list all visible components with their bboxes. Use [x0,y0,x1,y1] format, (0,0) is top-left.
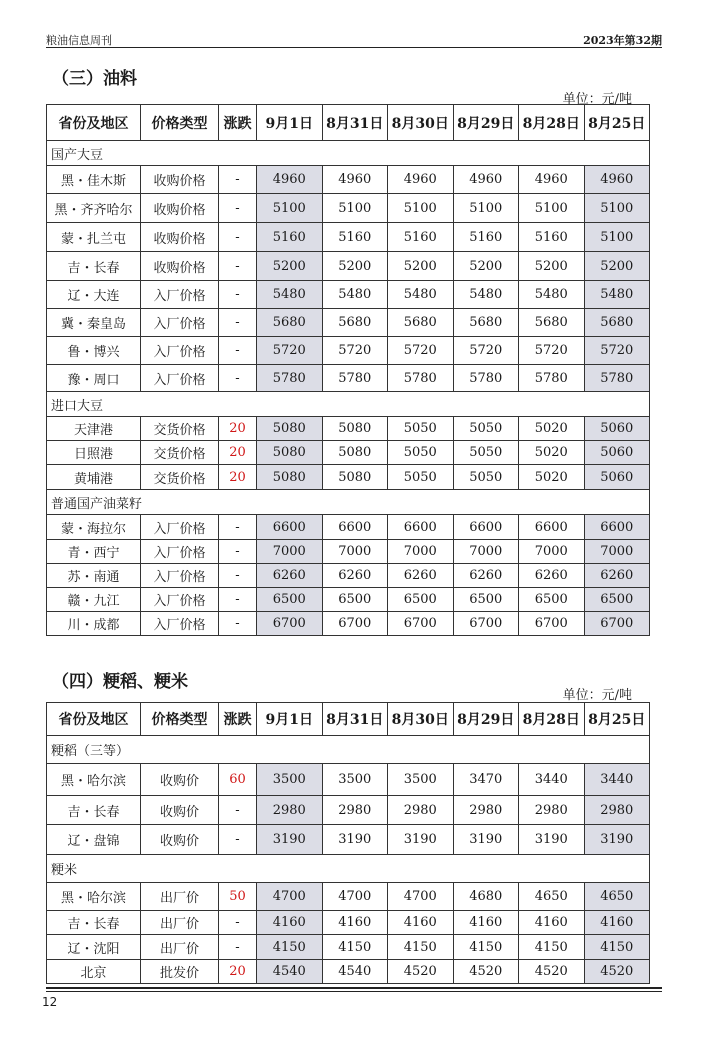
table-row [47,166,650,194]
table-row [47,960,650,984]
table-header-row [47,105,650,141]
price-cell: 5480 [257,281,323,309]
price-cell: 4960 [453,166,519,194]
region-cell: 青・西宁 [47,540,141,564]
price-cell: 5060 [584,465,650,490]
price-cell: 5050 [388,465,454,490]
price-type-cell: 入厂价格 [141,281,219,309]
price-cell: 6500 [519,588,585,612]
price-cell: 3190 [257,825,323,855]
price-type-cell: 交货价格 [141,441,219,465]
price-cell: 5480 [322,281,388,309]
price-cell: 4160 [322,911,388,935]
price-cell: 6600 [322,515,388,540]
running-header-title: 粮油信息周刊 [46,34,112,47]
region-cell: 黑・佳木斯 [47,166,141,194]
change-cell: - [219,252,257,281]
price-cell: 5050 [388,417,454,441]
price-cell: 7000 [257,540,323,564]
price-cell: 5680 [453,309,519,337]
date-column-header: 8月28日 [519,105,585,141]
region-cell: 辽・沈阳 [47,935,141,960]
price-cell: 6600 [388,515,454,540]
price-cell: 4520 [388,960,454,984]
price-cell: 5080 [322,417,388,441]
price-cell: 5480 [388,281,454,309]
region-cell: 日照港 [47,441,141,465]
price-cell: 4160 [388,911,454,935]
price-type-cell: 收购价格 [141,166,219,194]
price-cell: 4520 [453,960,519,984]
price-cell: 5160 [453,223,519,252]
group-name: 国产大豆 [47,141,650,166]
price-cell: 3190 [388,825,454,855]
change-cell: - [219,194,257,223]
region-cell: 黄埔港 [47,465,141,490]
price-cell: 5100 [322,194,388,223]
table-header-row [47,703,650,736]
price-cell: 7000 [322,540,388,564]
date-column-header: 8月29日 [453,703,519,736]
footer-rule [46,987,662,989]
price-type-cell: 批发价 [141,960,219,984]
price-cell: 3440 [519,764,585,796]
table-row [47,764,650,796]
oilseeds-price-table [46,104,650,636]
table-row [47,911,650,935]
price-cell: 5680 [519,309,585,337]
table-row [47,365,650,392]
price-cell: 5100 [257,194,323,223]
price-cell: 5200 [388,252,454,281]
price-type-cell: 入厂价格 [141,515,219,540]
price-cell: 5720 [519,337,585,365]
price-cell: 6600 [453,515,519,540]
price-cell: 6600 [584,515,650,540]
price-cell: 5680 [257,309,323,337]
price-cell: 3190 [584,825,650,855]
price-type-cell: 交货价格 [141,465,219,490]
section-title-rice: （四）粳稻、粳米 [52,672,188,692]
group-row [47,855,650,883]
change-cell: - [219,612,257,636]
price-cell: 5160 [519,223,585,252]
price-cell: 3440 [584,764,650,796]
page-number: 12 [42,995,58,1009]
price-cell: 4700 [257,883,323,911]
price-cell: 5060 [584,441,650,465]
price-type-cell: 收购价格 [141,194,219,223]
change-cell: - [219,796,257,825]
price-cell: 6500 [322,588,388,612]
price-cell: 4150 [257,935,323,960]
region-cell: 北京 [47,960,141,984]
region-cell: 吉・长春 [47,796,141,825]
price-cell: 5160 [388,223,454,252]
group-name: 进口大豆 [47,392,650,417]
change-cell: - [219,564,257,588]
price-cell: 4150 [519,935,585,960]
price-cell: 5080 [257,441,323,465]
price-cell: 5160 [257,223,323,252]
price-cell: 4960 [388,166,454,194]
price-type-cell: 入厂价格 [141,588,219,612]
price-cell: 4520 [584,960,650,984]
price-cell: 6260 [257,564,323,588]
price-type-column-header: 价格类型 [141,703,219,736]
price-cell: 6260 [519,564,585,588]
region-cell: 黑・哈尔滨 [47,764,141,796]
date-column-header: 8月31日 [322,703,388,736]
price-type-cell: 入厂价格 [141,564,219,588]
price-cell: 3190 [322,825,388,855]
price-cell: 5100 [453,194,519,223]
price-cell: 4680 [453,883,519,911]
price-cell: 6500 [257,588,323,612]
price-cell: 2980 [453,796,519,825]
price-cell: 5200 [322,252,388,281]
change-cell: - [219,588,257,612]
price-cell: 5200 [453,252,519,281]
price-cell: 6700 [388,612,454,636]
price-type-cell: 入厂价格 [141,337,219,365]
change-cell: 20 [219,960,257,984]
region-cell: 辽・盘锦 [47,825,141,855]
table-row [47,935,650,960]
price-cell: 5020 [519,441,585,465]
price-cell: 6600 [519,515,585,540]
price-cell: 3190 [519,825,585,855]
price-cell: 4160 [519,911,585,935]
table-row [47,309,650,337]
group-row [47,392,650,417]
price-cell: 4650 [584,883,650,911]
table-row [47,465,650,490]
price-cell: 5080 [322,441,388,465]
price-cell: 4160 [453,911,519,935]
unit-label-oilseeds: 单位：元/吨 [562,92,632,107]
change-column-header: 涨跌 [219,105,257,141]
date-column-header: 9月1日 [257,105,323,141]
region-cell: 蒙・扎兰屯 [47,223,141,252]
change-cell: - [219,309,257,337]
price-cell: 5020 [519,465,585,490]
change-cell: - [219,540,257,564]
price-type-cell: 收购价格 [141,223,219,252]
price-cell: 6600 [257,515,323,540]
price-cell: 5680 [388,309,454,337]
price-cell: 6700 [322,612,388,636]
price-cell: 5780 [453,365,519,392]
price-cell: 5080 [257,465,323,490]
change-cell: - [219,935,257,960]
change-cell: - [219,223,257,252]
table-row [47,194,650,223]
region-cell: 黑・哈尔滨 [47,883,141,911]
price-cell: 5720 [322,337,388,365]
table-row [47,588,650,612]
change-cell: - [219,281,257,309]
price-cell: 4150 [453,935,519,960]
price-cell: 5050 [388,441,454,465]
group-row [47,736,650,764]
region-cell: 川・成都 [47,612,141,636]
table-row [47,337,650,365]
price-cell: 5780 [257,365,323,392]
change-column-header: 涨跌 [219,703,257,736]
price-cell: 5780 [322,365,388,392]
date-column-header: 8月30日 [388,703,454,736]
price-cell: 5200 [257,252,323,281]
price-cell: 2980 [584,796,650,825]
price-cell: 5050 [453,465,519,490]
change-cell: 20 [219,465,257,490]
price-cell: 5480 [519,281,585,309]
date-column-header: 9月1日 [257,703,323,736]
table-row [47,825,650,855]
price-cell: 6260 [584,564,650,588]
change-cell: - [219,825,257,855]
region-column-header: 省份及地区 [47,105,141,141]
price-cell: 6700 [519,612,585,636]
price-cell: 6260 [388,564,454,588]
price-cell: 6500 [453,588,519,612]
table-row [47,223,650,252]
price-cell: 7000 [453,540,519,564]
date-column-header: 8月31日 [322,105,388,141]
price-cell: 3500 [257,764,323,796]
group-name: 粳稻（三等） [47,736,650,764]
price-cell: 5080 [322,465,388,490]
price-cell: 4160 [257,911,323,935]
price-cell: 5780 [584,365,650,392]
price-cell: 4540 [257,960,323,984]
price-cell: 4960 [584,166,650,194]
price-cell: 4150 [322,935,388,960]
change-cell: 60 [219,764,257,796]
price-cell: 5480 [584,281,650,309]
table-row [47,540,650,564]
change-cell: 20 [219,441,257,465]
price-cell: 5680 [584,309,650,337]
price-cell: 6700 [584,612,650,636]
change-cell: - [219,911,257,935]
region-cell: 天津港 [47,417,141,441]
price-cell: 6700 [453,612,519,636]
footer-rule-thin [46,991,662,992]
price-cell: 5060 [584,417,650,441]
price-type-cell: 收购价 [141,764,219,796]
price-cell: 5780 [388,365,454,392]
issue-number: 2023年第32期 [583,34,662,47]
price-cell: 5480 [453,281,519,309]
price-type-cell: 入厂价格 [141,540,219,564]
region-column-header: 省份及地区 [47,703,141,736]
date-column-header: 8月29日 [453,105,519,141]
date-column-header: 8月25日 [584,703,650,736]
section-title-oilseeds: （三）油料 [52,69,137,89]
table-row [47,612,650,636]
price-cell: 5720 [388,337,454,365]
price-type-cell: 出厂价 [141,883,219,911]
price-type-cell: 收购价格 [141,252,219,281]
table-row [47,252,650,281]
price-cell: 4520 [519,960,585,984]
price-cell: 3470 [453,764,519,796]
change-cell: - [219,515,257,540]
table-row [47,515,650,540]
price-type-cell: 入厂价格 [141,365,219,392]
price-type-cell: 收购价 [141,825,219,855]
date-column-header: 8月30日 [388,105,454,141]
price-cell: 7000 [388,540,454,564]
price-cell: 4960 [322,166,388,194]
region-cell: 吉・长春 [47,911,141,935]
change-cell: 20 [219,417,257,441]
price-cell: 4150 [388,935,454,960]
group-name: 普通国产油菜籽 [47,490,650,515]
change-cell: 50 [219,883,257,911]
rice-price-table [46,702,650,984]
table-row [47,796,650,825]
price-cell: 5100 [584,194,650,223]
price-cell: 6500 [584,588,650,612]
price-cell: 3190 [453,825,519,855]
unit-label-rice: 单位：元/吨 [562,688,632,703]
date-column-header: 8月28日 [519,703,585,736]
price-type-cell: 出厂价 [141,935,219,960]
price-cell: 4650 [519,883,585,911]
price-type-cell: 出厂价 [141,911,219,935]
price-type-column-header: 价格类型 [141,105,219,141]
price-cell: 5200 [519,252,585,281]
date-column-header: 8月25日 [584,105,650,141]
price-cell: 3500 [388,764,454,796]
price-cell: 7000 [519,540,585,564]
price-cell: 5780 [519,365,585,392]
table-row [47,441,650,465]
header-rule [46,47,662,48]
price-cell: 5080 [257,417,323,441]
table-row [47,564,650,588]
price-cell: 4700 [322,883,388,911]
price-cell: 4540 [322,960,388,984]
price-cell: 5720 [584,337,650,365]
price-cell: 5100 [584,223,650,252]
region-cell: 吉・长春 [47,252,141,281]
group-name: 粳米 [47,855,650,883]
group-row [47,490,650,515]
table-row [47,883,650,911]
price-type-cell: 交货价格 [141,417,219,441]
price-cell: 2980 [322,796,388,825]
price-cell: 7000 [584,540,650,564]
price-cell: 2980 [257,796,323,825]
price-cell: 6260 [322,564,388,588]
price-cell: 6700 [257,612,323,636]
price-cell: 5720 [257,337,323,365]
region-cell: 蒙・海拉尔 [47,515,141,540]
price-cell: 5680 [322,309,388,337]
region-cell: 苏・南通 [47,564,141,588]
change-cell: - [219,365,257,392]
region-cell: 豫・周口 [47,365,141,392]
price-cell: 5200 [584,252,650,281]
price-cell: 2980 [388,796,454,825]
region-cell: 鲁・博兴 [47,337,141,365]
price-cell: 5020 [519,417,585,441]
price-type-cell: 入厂价格 [141,309,219,337]
price-cell: 5160 [322,223,388,252]
price-type-cell: 入厂价格 [141,612,219,636]
price-cell: 5050 [453,417,519,441]
price-cell: 4150 [584,935,650,960]
price-cell: 6500 [388,588,454,612]
price-cell: 5050 [453,441,519,465]
table-row [47,281,650,309]
price-cell: 4700 [388,883,454,911]
table-row [47,417,650,441]
price-cell: 4960 [257,166,323,194]
price-cell: 3500 [322,764,388,796]
price-cell: 5100 [519,194,585,223]
price-cell: 2980 [519,796,585,825]
change-cell: - [219,337,257,365]
price-cell: 5720 [453,337,519,365]
region-cell: 冀・秦皇岛 [47,309,141,337]
region-cell: 赣・九江 [47,588,141,612]
region-cell: 黑・齐齐哈尔 [47,194,141,223]
region-cell: 辽・大连 [47,281,141,309]
change-cell: - [219,166,257,194]
price-cell: 4160 [584,911,650,935]
price-cell: 5100 [388,194,454,223]
price-cell: 6260 [453,564,519,588]
price-cell: 4960 [519,166,585,194]
group-row [47,141,650,166]
price-type-cell: 收购价 [141,796,219,825]
